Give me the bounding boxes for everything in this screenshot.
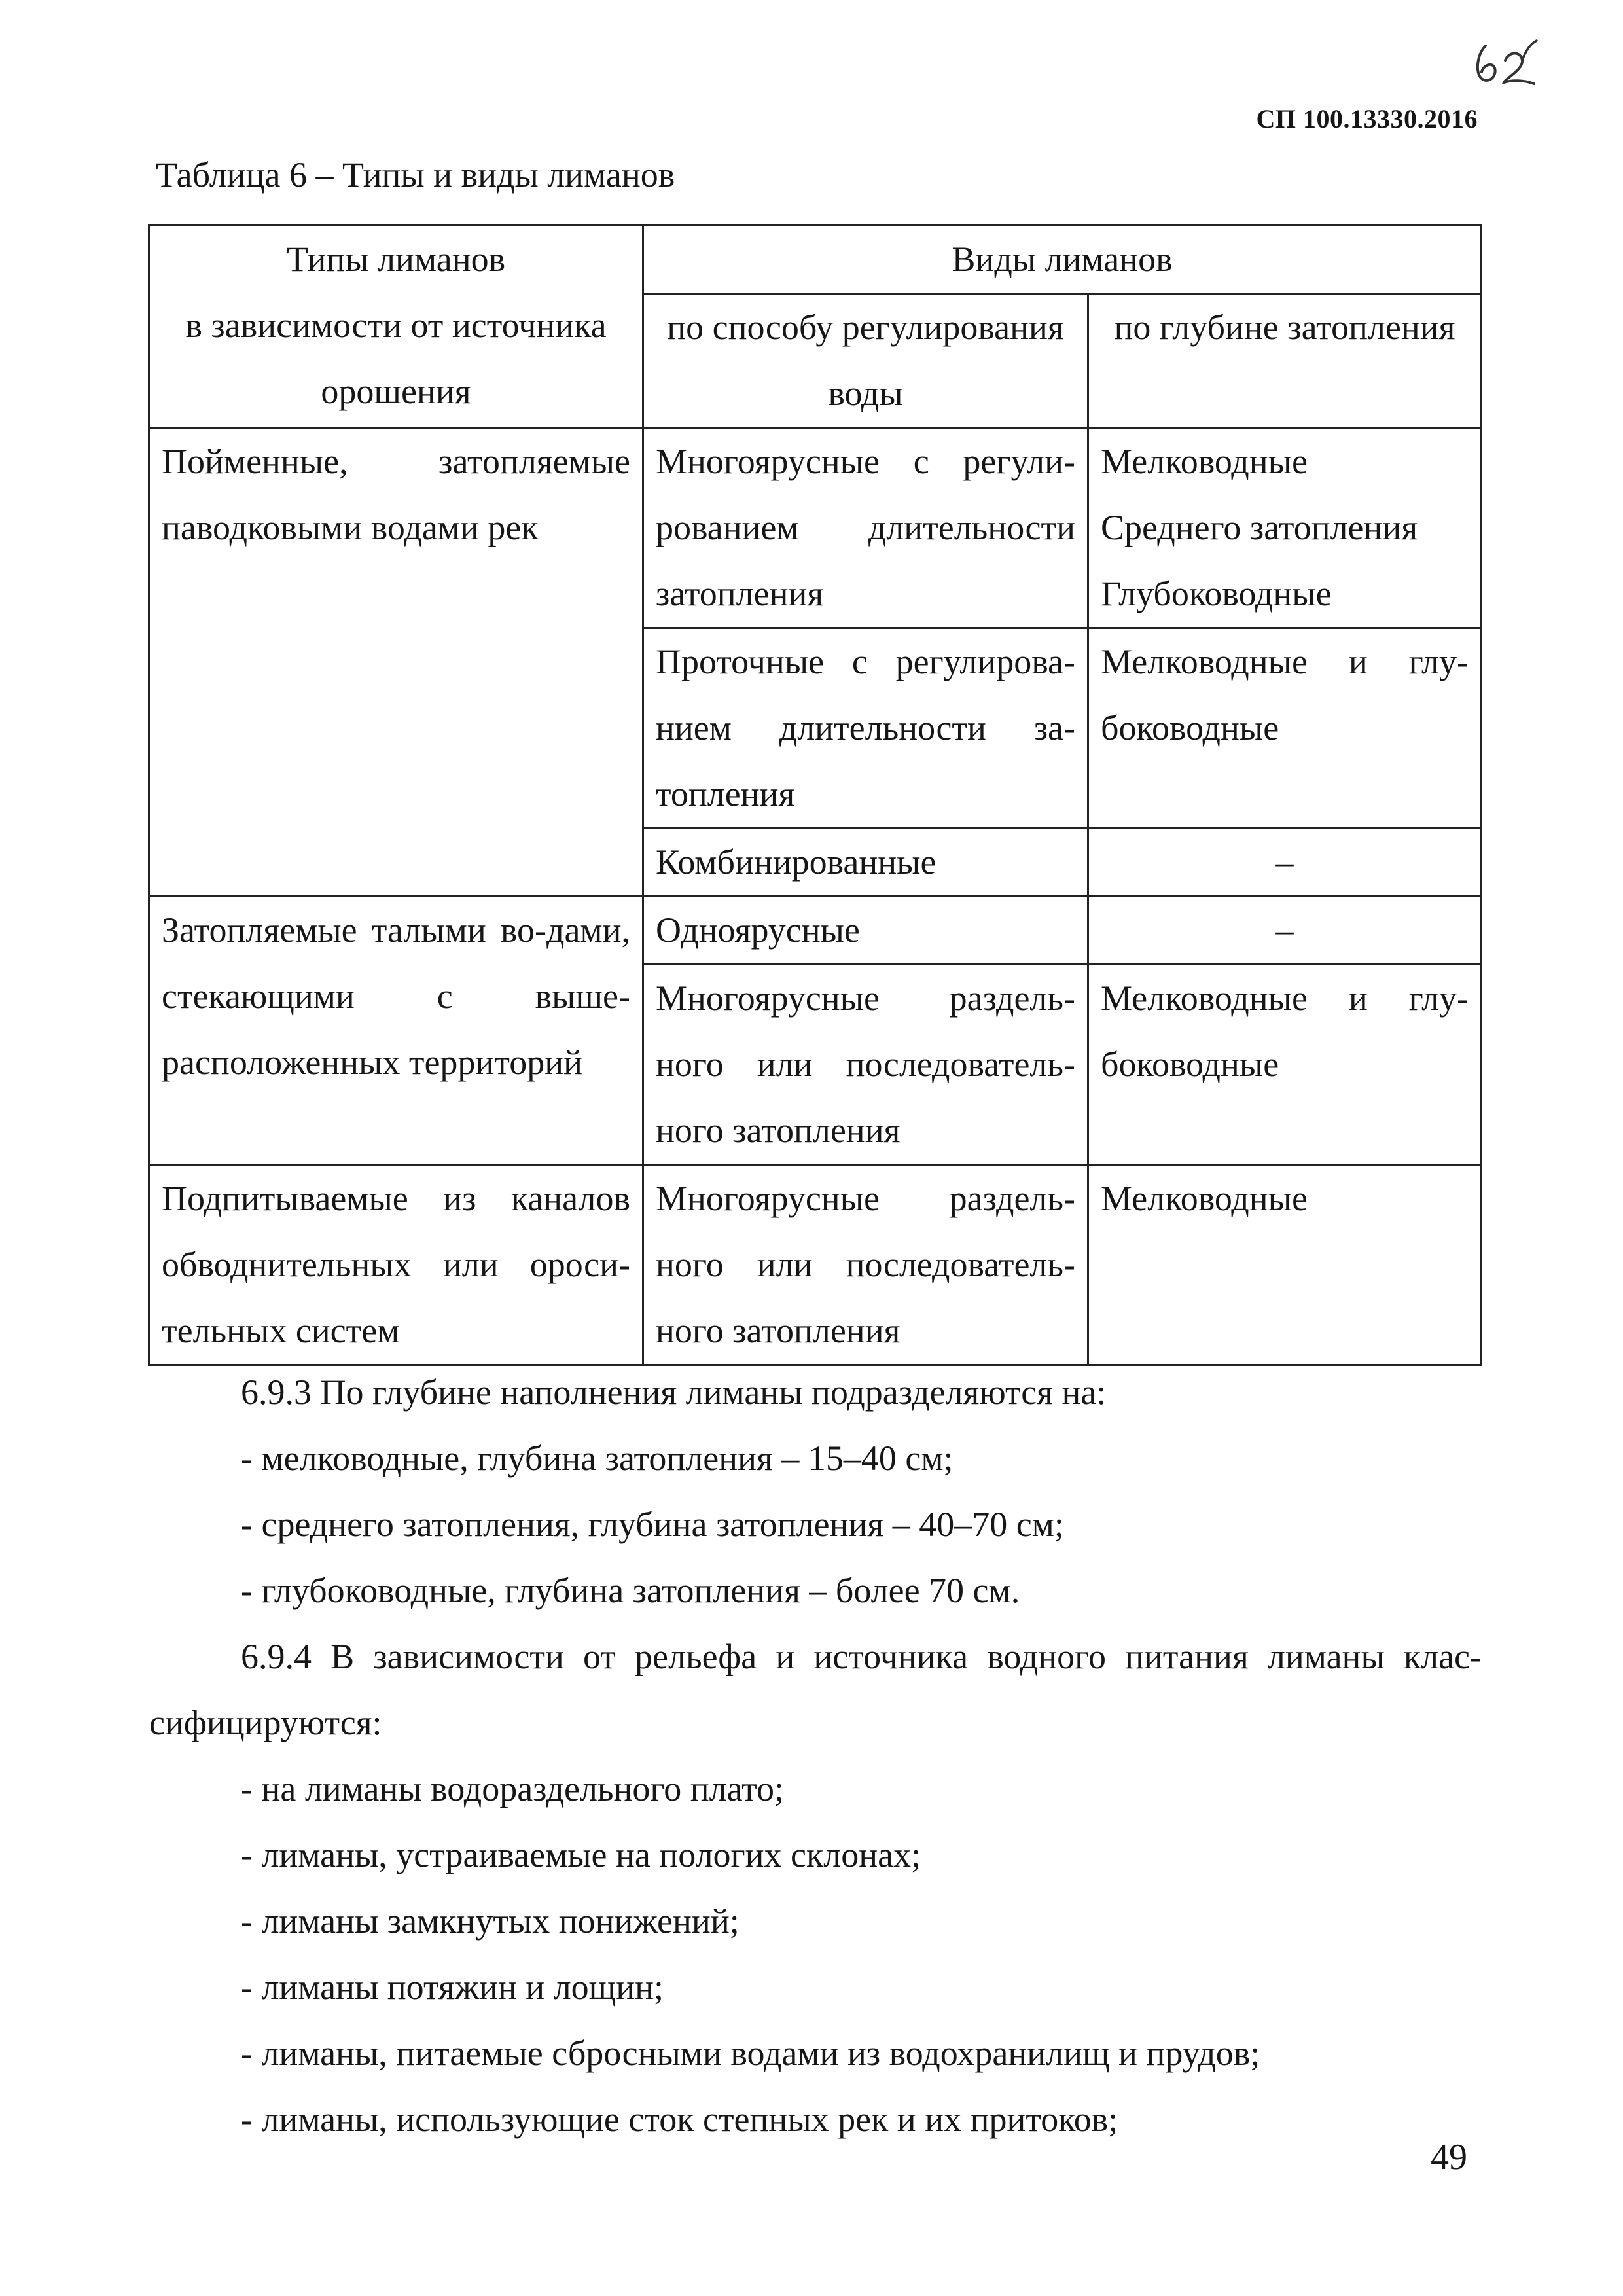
depth-line: Мелководные — [1101, 442, 1308, 481]
depth-cell: – — [1088, 829, 1482, 897]
depth-line: Среднего затопления — [1101, 508, 1418, 547]
liman-types-table — [148, 224, 1482, 1366]
method-cell: Многоярусные с регули-рованием длительности затопления — [643, 428, 1088, 628]
method-cell: Многоярусные раздель-ного или последователь-ного затопления — [643, 1165, 1088, 1365]
header-method-cell: по способу регулирования воды — [643, 294, 1088, 428]
list-item: - на лиманы водораздельного плато; — [241, 1769, 785, 1808]
method-cell: Многоярусные раздель-ного или последователь-ного затопления — [643, 965, 1088, 1165]
handwritten-page-number — [1466, 34, 1544, 99]
table-header-row — [149, 226, 1482, 294]
paragraph-6-9-3: 6.9.3 По глубине наполнения лиманы подразделяются на: — [241, 1372, 1107, 1412]
list-item: - глубоководные, глубина затопления – более 70 см. — [241, 1571, 1020, 1610]
list-item: - лиманы, использующие сток степных рек и их притоков; — [241, 2100, 1118, 2139]
depth-line: Глубоководные — [1101, 574, 1332, 613]
depth-cell: Мелководные и глу-боководные — [1088, 965, 1482, 1165]
method-cell: Одноярусные — [643, 897, 1088, 965]
method-cell: Проточные с регулирова-нием длительности за-топления — [643, 628, 1088, 829]
header-types-line: в зависимости от источника — [185, 306, 607, 345]
type-cell: Подпитываемые из каналов обводнительных или ороси-тельных систем — [149, 1165, 643, 1365]
depth-cell: – — [1088, 897, 1482, 965]
paragraph-6-9-4: 6.9.4 В зависимости от рельефа и источника водного питания лиманы клас-сифицируются: — [149, 1637, 1482, 1742]
body-text — [149, 1359, 1482, 2153]
method-cell: Комбинированные — [643, 829, 1088, 897]
depth-cell: Мелководные — [1088, 1165, 1482, 1365]
list-item: - среднего затопления, глубина затопления – 40–70 см; — [241, 1505, 1064, 1544]
list-item: - лиманы, устраиваемые на пологих склонах; — [241, 1835, 921, 1874]
list-item: - мелководные, глубина затопления – 15–40 см; — [241, 1439, 954, 1478]
document-code: СП 100.13330.2016 — [1256, 104, 1478, 134]
depth-cell: Мелководные и глу-боководные — [1088, 628, 1482, 829]
table-caption: Таблица 6 – Типы и виды лиманов — [156, 155, 675, 194]
header-types-cell — [149, 226, 643, 428]
list-item: - лиманы замкнутых понижений; — [241, 1901, 740, 1941]
table-row — [149, 428, 1482, 628]
page-number: 49 — [1431, 2137, 1467, 2178]
table-row — [149, 1165, 1482, 1365]
header-depth-cell: по глубине затопления — [1088, 294, 1482, 428]
type-cell: Пойменные, затопляемые паводковыми водами рек — [149, 428, 643, 897]
list-item: - лиманы, питаемые сбросными водами из водохранилищ и прудов; — [241, 2034, 1260, 2073]
type-cell: Затопляемые талыми во-дами, стекающими с выше-расположенных территорий — [149, 897, 643, 1165]
list-item: - лиманы потяжин и лощин; — [241, 1967, 664, 2007]
table-row — [149, 897, 1482, 965]
header-kinds-cell: Виды лиманов — [643, 226, 1482, 294]
depth-cell — [1088, 428, 1482, 628]
header-types-line: Типы лиманов — [286, 240, 506, 279]
header-types-line: орошения — [321, 372, 471, 411]
